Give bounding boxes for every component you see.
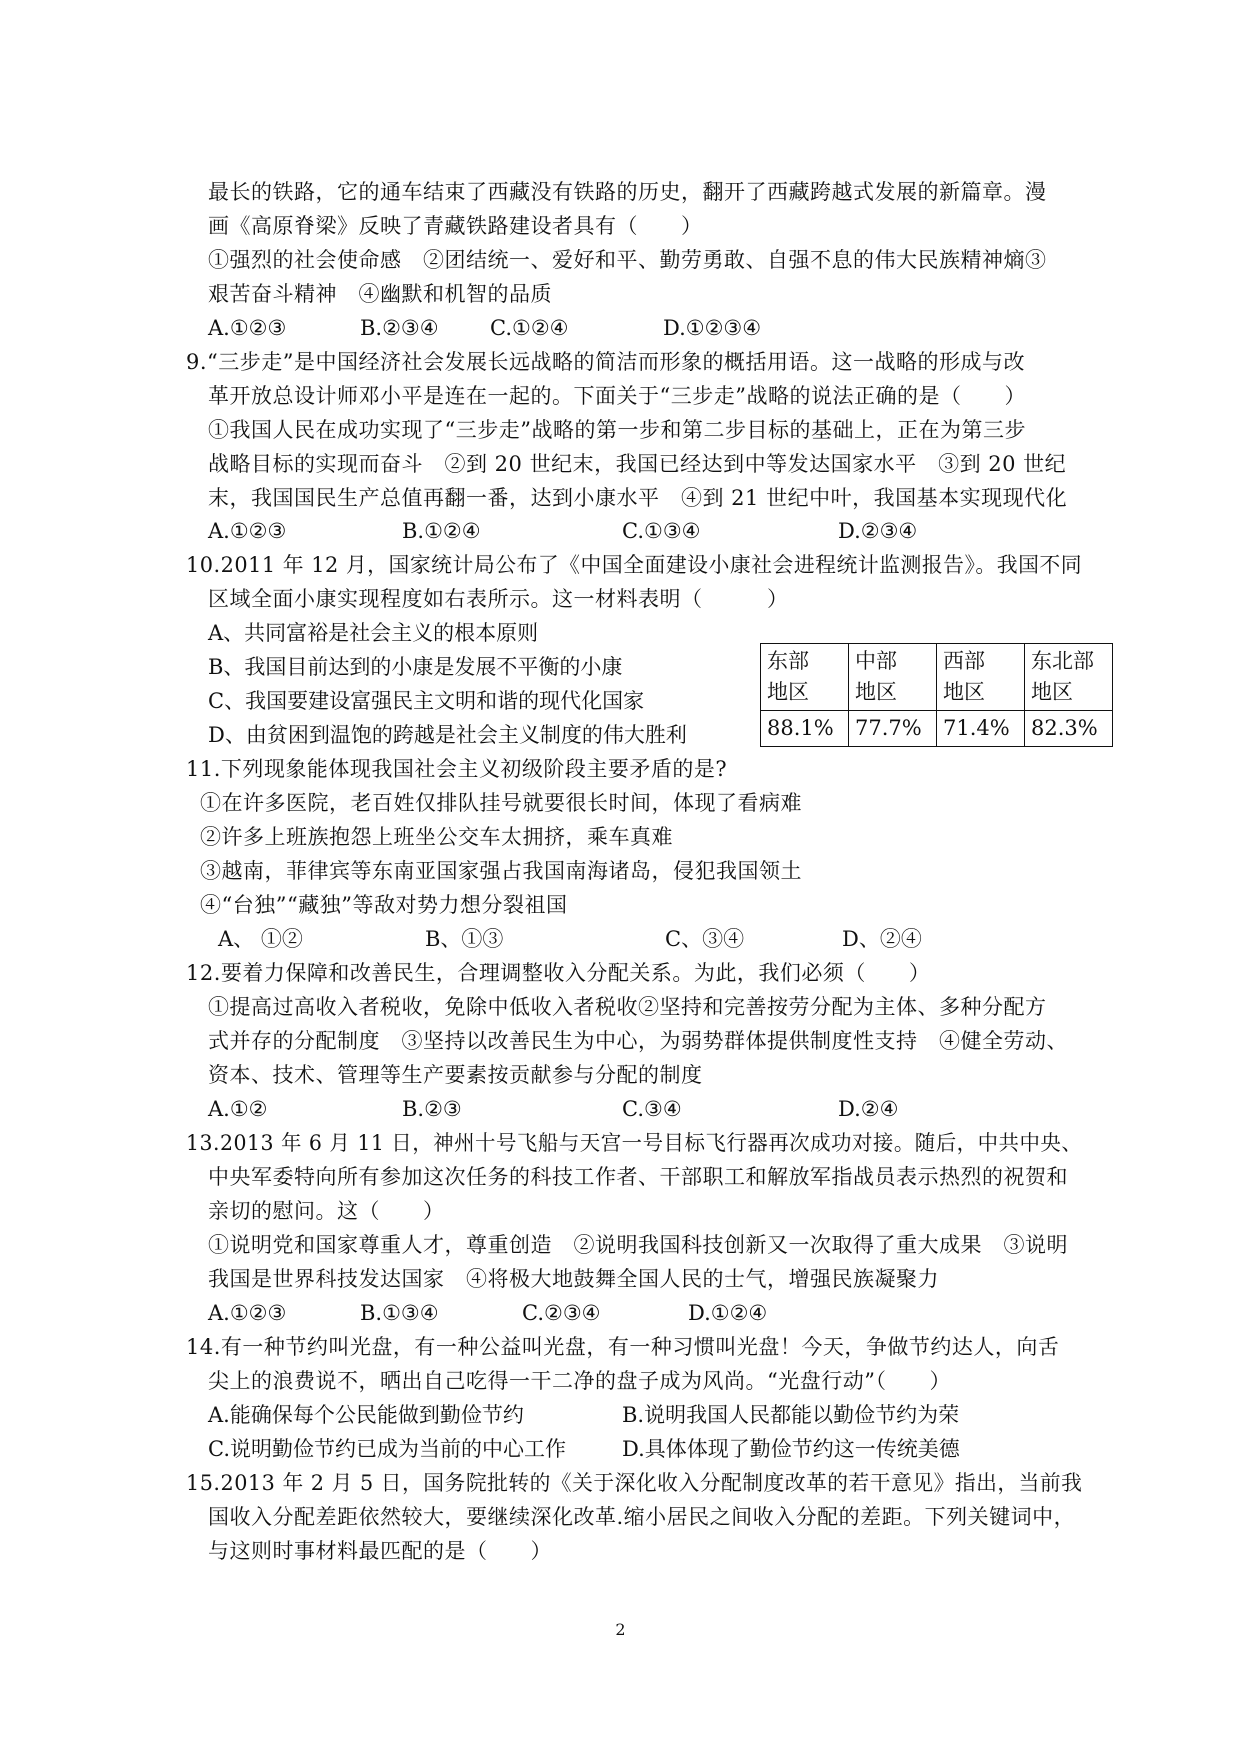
q14-option-b: B.说明我国人民都能以勤俭节约为荣 — [622, 1403, 960, 1427]
q8-line1: 最长的铁路，它的通车结束了西藏没有铁路的历史，翻开了西藏跨越式发展的新篇章。漫 — [208, 180, 1047, 204]
q10-line2: 区域全面小康实现程度如右表所示。这一材料表明（ ） — [208, 587, 789, 611]
table-header-cell: 东部 地区 — [761, 644, 849, 711]
q8-option-d: D.①②③④ — [663, 316, 762, 340]
q11-option-c: C、③④ — [665, 927, 745, 951]
q13-statement2: 我国是世界科技发达国家 ④将极大地鼓舞全国人民的士气，增强民族凝聚力 — [208, 1267, 939, 1291]
q12-option-c: C.③④ — [622, 1097, 682, 1121]
q15-line3: 与这则时事材料最匹配的是（ ） — [208, 1539, 552, 1563]
q9-option-b: B.①②④ — [402, 519, 481, 543]
q10-option-d: D、由贫困到温饱的跨越是社会主义制度的伟大胜利 — [208, 723, 687, 747]
region-completion-table — [760, 643, 1113, 747]
q12-line1: 12.要着力保障和改善民生，合理调整收入分配关系。为此，我们必须（ ） — [186, 961, 931, 985]
q14-option-c: C.说明勤俭节约已成为当前的中心工作 — [208, 1437, 566, 1461]
q13-option-c: C.②③④ — [522, 1301, 601, 1325]
q12-statement2: 式并存的分配制度 ③坚持以改善民生为中心，为弱势群体提供制度性支持 ④健全劳动、 — [208, 1029, 1068, 1053]
q11-option-d: D、②④ — [842, 927, 922, 951]
table-cell: 71.4% — [937, 711, 1025, 747]
q12-option-b: B.②③ — [402, 1097, 462, 1121]
q14-option-a: A.能确保每个公民能做到勤俭节约 — [208, 1403, 524, 1427]
q8-option-b: B.②③④ — [360, 316, 439, 340]
q12-statement3: 资本、技术、管理等生产要素按贡献参与分配的制度 — [208, 1063, 703, 1087]
q10-option-c: C、我国要建设富强民主文明和谐的现代化国家 — [208, 689, 645, 713]
q9-line1: 9.“三步走”是中国经济社会发展长远战略的简洁而形象的概括用语。这一战略的形成与改 — [186, 350, 1026, 374]
q9-option-c: C.①③④ — [622, 519, 701, 543]
q10-line1: 10.2011 年 12 月，国家统计局公布了《中国全面建设小康社会进程统计监测报告》。我国不同 — [186, 553, 1083, 577]
page-number: 2 — [615, 1620, 626, 1639]
q9-line2: 革开放总设计师邓小平是连在一起的。下面关于“三步走”战略的说法正确的是（ ） — [208, 384, 1026, 408]
q8-option-a: A.①②③ — [208, 316, 287, 340]
q9-option-d: D.②③④ — [838, 519, 918, 543]
q8-line2: 画《高原脊梁》反映了青藏铁路建设者具有（ ） — [208, 214, 703, 238]
q15-line2: 国收入分配差距依然较大，要继续深化改革.缩小居民之间收入分配的差距。下列关键词中， — [208, 1505, 1076, 1529]
q8-statement1: ①强烈的社会使命感 ②团结统一、爱好和平、勤劳勇敢、自强不息的伟大民族精神熵③ — [208, 248, 1047, 272]
table-cell: 88.1% — [761, 711, 849, 747]
q12-statement1: ①提高过高收入者税收，免除中低收入者税收②坚持和完善按劳分配为主体、多种分配方 — [208, 995, 1047, 1019]
q13-option-d: D.①②④ — [688, 1301, 768, 1325]
q11-statement2: ②许多上班族抱怨上班坐公交车太拥挤，乘车真难 — [200, 825, 673, 849]
q14-line2: 尖上的浪费说不，晒出自己吃得一干二净的盘子成为风尚。“光盘行动”（ ） — [208, 1369, 951, 1393]
q10-option-a: A、共同富裕是社会主义的根本原则 — [208, 621, 539, 645]
q11-statement1: ①在许多医院，老百姓仅排队挂号就要很长时间，体现了看病难 — [200, 791, 802, 815]
table-row — [761, 711, 1113, 747]
table-cell: 82.3% — [1025, 711, 1113, 747]
table-header-cell: 西部 地区 — [937, 644, 1025, 711]
q15-line1: 15.2013 年 2 月 5 日，国务院批转的《关于深化收入分配制度改革的若干意见》指出，当前我 — [186, 1471, 1083, 1495]
table-header-cell: 东北部 地区 — [1025, 644, 1113, 711]
q13-line1: 13.2013 年 6 月 11 日，神州十号飞船与天宫一号目标飞行器再次成功对接。随后，中共中央、 — [186, 1131, 1083, 1155]
q11-line1: 11.下列现象能体现我国社会主义初级阶段主要矛盾的是? — [186, 757, 728, 781]
q8-statement2: 艰苦奋斗精神 ④幽默和机智的品质 — [208, 282, 552, 306]
q9-statement2: 战略目标的实现而奋斗 ②到 20 世纪末，我国已经达到中等发达国家水平 ③到 20 世纪 — [208, 452, 1067, 476]
q8-option-c: C.①②④ — [490, 316, 569, 340]
q11-statement4: ④“台独”“藏独”等敌对势力想分裂祖国 — [200, 893, 568, 917]
q13-line2: 中央军委特向所有参加这次任务的科技工作者、干部职工和解放军指战员表示热烈的祝贺和 — [208, 1165, 1068, 1189]
q12-option-a: A.①② — [208, 1097, 268, 1121]
q9-option-a: A.①②③ — [208, 519, 287, 543]
table-cell: 77.7% — [849, 711, 937, 747]
q13-option-b: B.①③④ — [360, 1301, 439, 1325]
q14-option-d: D.具体体现了勤俭节约这一传统美德 — [622, 1437, 960, 1461]
q13-statement1: ①说明党和国家尊重人才，尊重创造 ②说明我国科技创新又一次取得了重大成果 ③说明 — [208, 1233, 1068, 1257]
table-header-row — [761, 644, 1113, 711]
q12-option-d: D.②④ — [838, 1097, 899, 1121]
q14-line1: 14.有一种节约叫光盘，有一种公益叫光盘，有一种习惯叫光盘！今天，争做节约达人，向舌 — [186, 1335, 1060, 1359]
q13-line3: 亲切的慰问。这（ ） — [208, 1199, 445, 1223]
q9-statement3: 末，我国国民生产总值再翻一番，达到小康水平 ④到 21 世纪中叶，我国基本实现现代化 — [208, 486, 1068, 510]
table-header-cell: 中部 地区 — [849, 644, 937, 711]
q9-statement1: ①我国人民在成功实现了“三步走”战略的第一步和第二步目标的基础上，正在为第三步 — [208, 418, 1026, 442]
q13-option-a: A.①②③ — [208, 1301, 287, 1325]
q11-option-a: A、 ①② — [218, 927, 303, 951]
q11-option-b: B、①③ — [425, 927, 504, 951]
q10-option-b: B、我国目前达到的小康是发展不平衡的小康 — [208, 655, 623, 679]
q11-statement3: ③越南，菲律宾等东南亚国家强占我国南海诸岛，侵犯我国领土 — [200, 859, 802, 883]
